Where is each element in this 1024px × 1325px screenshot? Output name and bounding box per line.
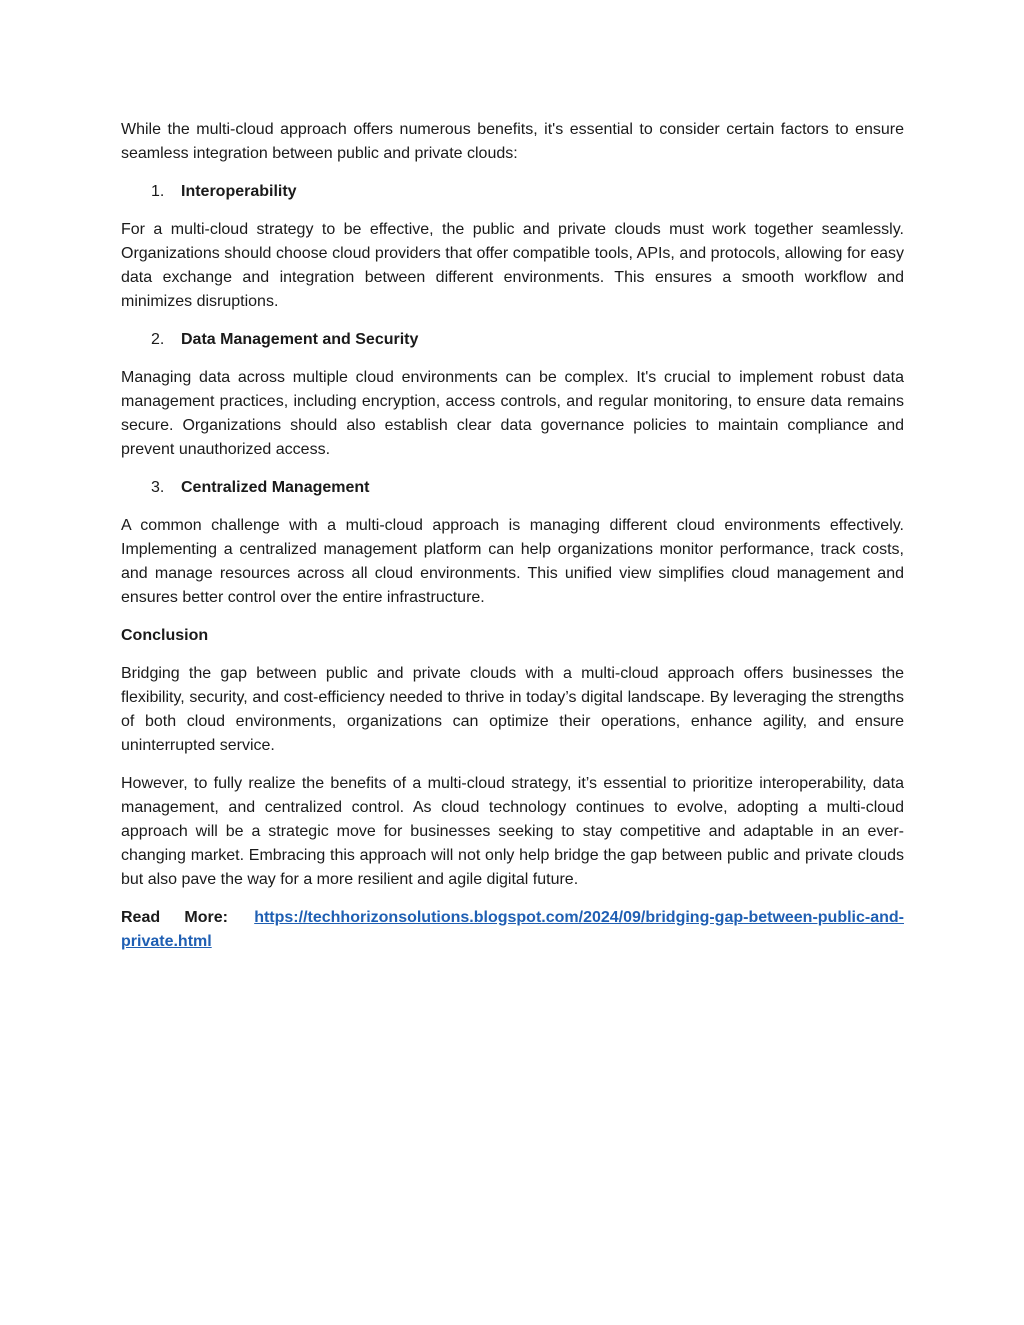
conclusion-paragraph: However, to fully realize the benefits of a multi-cloud strategy, it’s essential to prioritize interoperability, data management, and centralized control. As cloud technology continues to evolve, adopting a multi-cloud approach will be a strategic move for businesses seeking to stay competitive and adaptable in an ever-changing market. Embracing this approach will not only help bridge the gap between public and private clouds but also pave the way for a more resilient and agile digital future. xyxy=(121,775,904,888)
section-number: 3. xyxy=(151,479,165,496)
section-title: Centralized Management xyxy=(181,479,370,496)
document-page xyxy=(121,118,904,954)
conclusion-heading: Conclusion xyxy=(121,627,209,644)
read-more-line xyxy=(121,906,904,954)
conclusion-paragraph: Bridging the gap between public and private clouds with a multi-cloud approach offers businesses the flexibility, security, and cost-efficiency needed to thrive in today’s digital landscape. By leveraging the strengths of both cloud environments, organizations can optimize their operations, enhance agility, and ensure uninterrupted service. xyxy=(121,665,904,754)
read-more-label: Read More: xyxy=(121,909,228,926)
section-title: Data Management and Security xyxy=(181,331,419,348)
section-heading-centralized-management xyxy=(121,476,904,500)
section-number: 2. xyxy=(151,331,165,348)
section-body-interoperability: For a multi-cloud strategy to be effective, the public and private clouds must work together seamlessly. Organizations should choose cloud providers that offer compatible tools, APIs, and protocols, allowing for easy data exchange and integration between different environments. This ensures a smooth workflow and minimizes disruptions. xyxy=(121,221,904,310)
intro-paragraph: While the multi-cloud approach offers numerous benefits, it's essential to consider certain factors to ensure seamless integration between public and private clouds: xyxy=(121,121,904,162)
section-body-data-management: Managing data across multiple cloud environments can be complex. It's crucial to implement robust data management practices, including encryption, access controls, and regular monitoring, to ensure data remains secure. Organizations should also establish clear data governance policies to maintain compliance and prevent unauthorized access. xyxy=(121,369,904,458)
section-number: 1. xyxy=(151,183,165,200)
read-more-link[interactable]: https://techhorizonsolutions.blogspot.com/2024/09/bridging-gap-between-public-and-private.html xyxy=(121,909,904,950)
section-heading-interoperability xyxy=(121,180,904,204)
section-heading-data-management xyxy=(121,328,904,352)
section-title: Interoperability xyxy=(181,183,297,200)
section-body-centralized-management: A common challenge with a multi-cloud approach is managing different cloud environments effectively. Implementing a centralized management platform can help organizations monitor performance, track costs, and manage resources across all cloud environments. This unified view simplifies cloud management and ensures better control over the entire infrastructure. xyxy=(121,517,904,606)
